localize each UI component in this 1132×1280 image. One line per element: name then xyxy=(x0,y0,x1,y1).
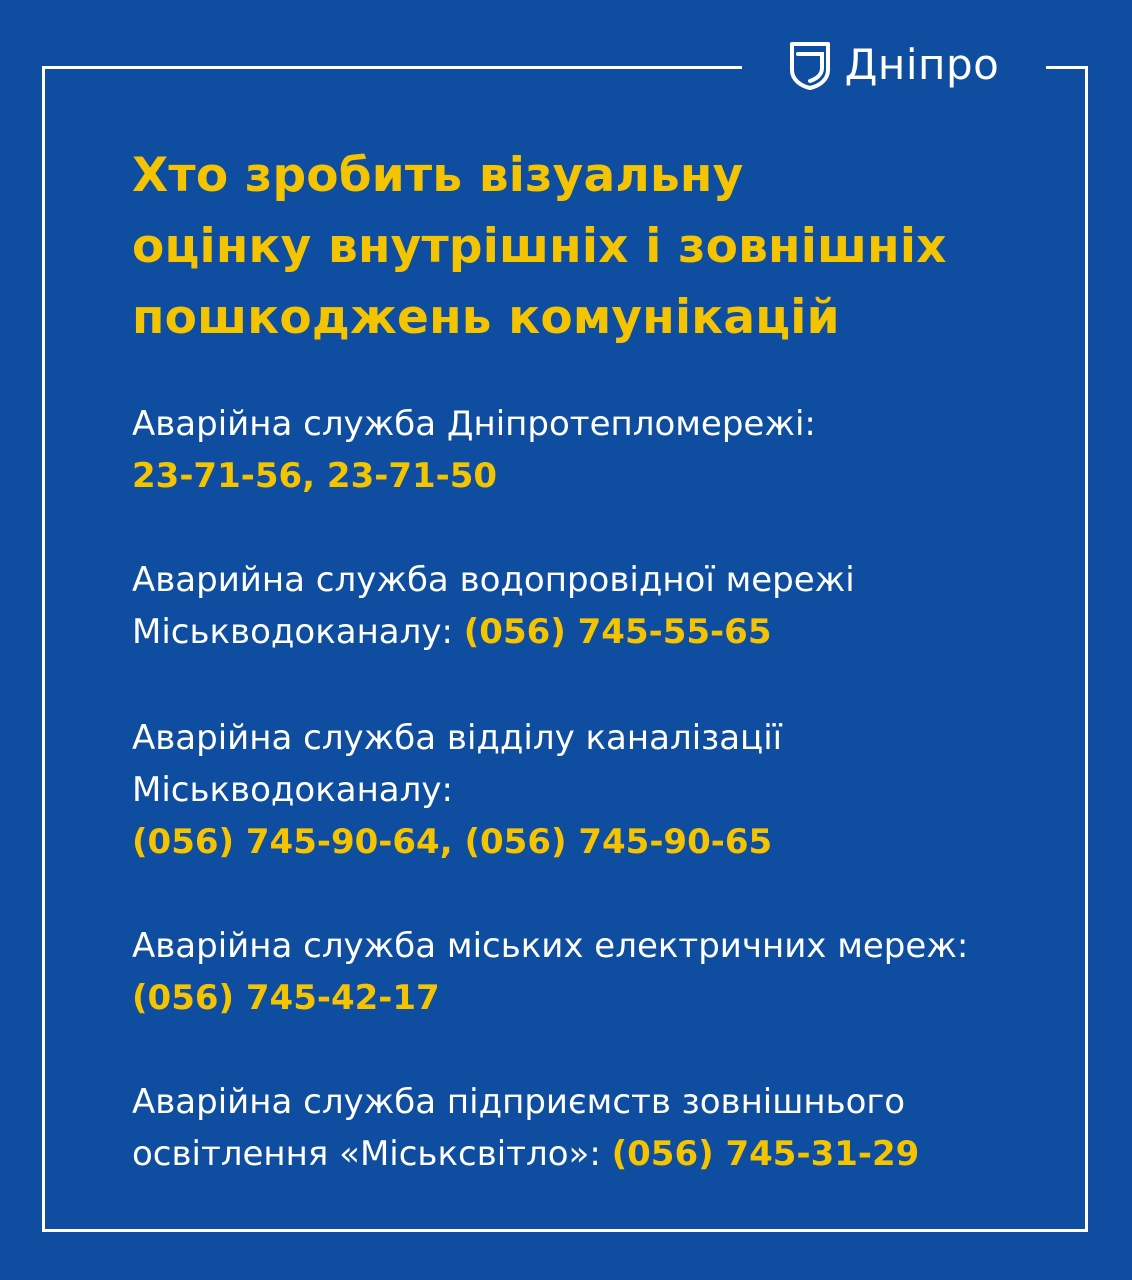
title-line: Хто зробить візуальну xyxy=(132,148,744,203)
title-line: оцінку внутрішніх і зовнішніх xyxy=(132,219,947,274)
service-phones: (056) 745-55-65 xyxy=(463,612,772,652)
service-org: освітлення «Міськсвітло»: xyxy=(132,1134,601,1174)
service-name-line2 xyxy=(132,1128,1052,1180)
service-name-line2 xyxy=(132,606,1052,658)
brand-logo xyxy=(742,30,1046,100)
service-name: Аварійна служба підприємств зовнішнього xyxy=(132,1082,906,1122)
service-block-water xyxy=(132,554,1052,658)
service-name: Аварійна служба міських електричних мереж: xyxy=(132,926,969,966)
service-block-electric xyxy=(132,920,1052,1024)
service-phones: (056) 745-31-29 xyxy=(611,1134,920,1174)
service-name: Аварійна служба відділу каналізації xyxy=(132,718,783,758)
service-org: Міськводоканалу: xyxy=(132,770,453,810)
service-phones: 23-71-56, 23-71-50 xyxy=(132,456,498,496)
service-org: Міськводоканалу: xyxy=(132,612,453,652)
service-block-sewer xyxy=(132,712,1052,868)
service-block-lighting xyxy=(132,1076,1052,1180)
page-title xyxy=(132,140,1032,353)
service-name: Аварийна служба водопровідної мережі xyxy=(132,560,855,600)
service-name: Аварійна служба Дніпротепломережі: xyxy=(132,404,816,444)
service-block-heating xyxy=(132,398,1052,502)
title-line: пошкоджень комунікацій xyxy=(132,290,840,345)
service-phones: (056) 745-42-17 xyxy=(132,978,440,1018)
brand-name: Дніпро xyxy=(844,40,1000,89)
shield-icon xyxy=(789,40,831,90)
service-phones: (056) 745-90-64, (056) 745-90-65 xyxy=(132,822,773,862)
